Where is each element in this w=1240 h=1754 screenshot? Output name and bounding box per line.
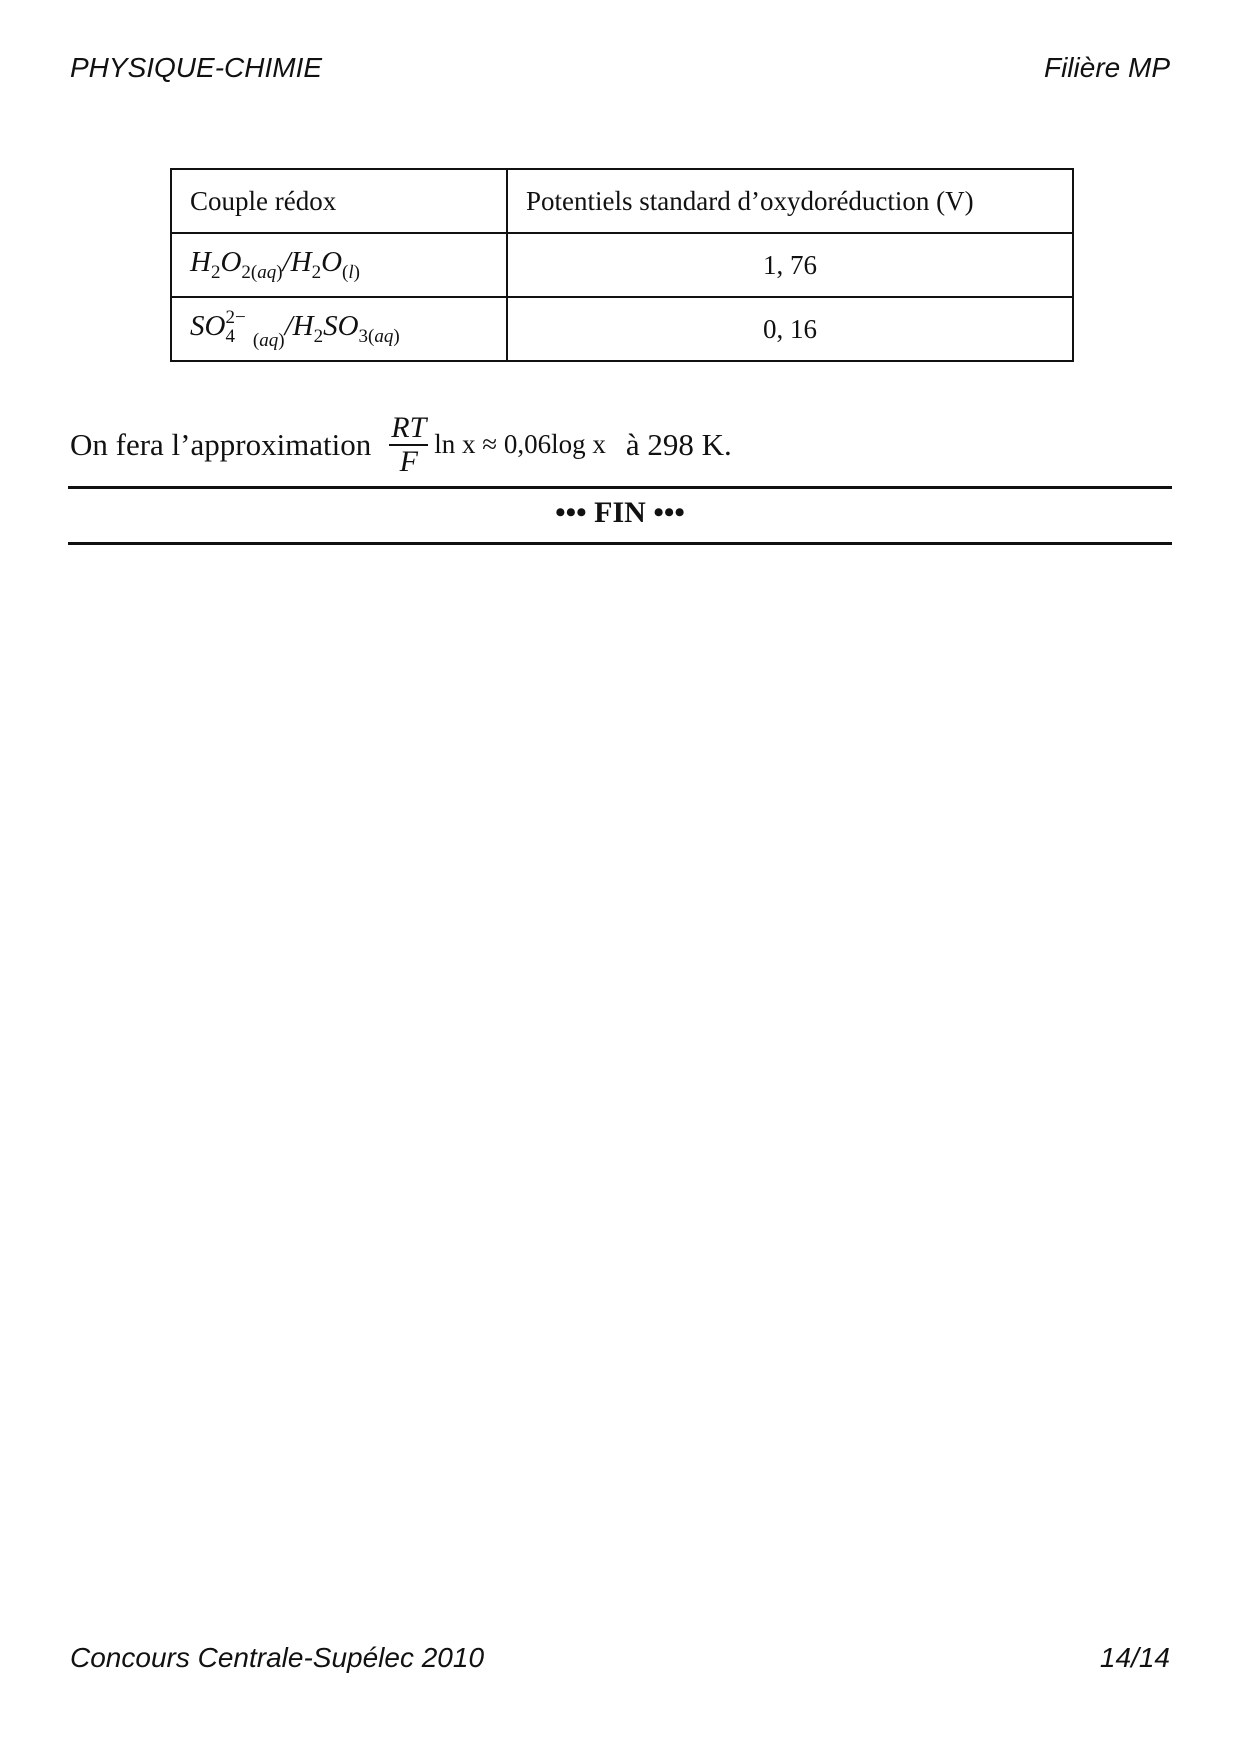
fraction-numerator: RT (391, 411, 427, 444)
redox-table (170, 168, 1074, 362)
header-potential-unit: (V) (936, 185, 974, 216)
table-header-row (171, 169, 1073, 233)
footer-page-number: 14/14 (1099, 1642, 1170, 1673)
header-potential (507, 169, 1073, 233)
table-row (171, 297, 1073, 361)
header-potential-label: Potentiels standard d’oxydoréduction (526, 185, 930, 216)
couple-formula: SO 2− 4 $_{(aq)}/H_2SO_{3(aq)}$ (190, 306, 400, 352)
couple-cell (171, 233, 507, 297)
approximation-intro: On fera l’approximation (70, 426, 372, 462)
table-row (171, 233, 1073, 297)
divider-bottom (68, 542, 1172, 545)
couple-formula: $H_2O_{2(aq)}/H_2O_{(l)}$ (190, 246, 360, 283)
potential-cell: 1, 76 (507, 233, 1073, 297)
rt-over-f-fraction (389, 412, 428, 477)
couple-cell (171, 297, 507, 361)
approximation-formula: ln x ≈ 0,06log x (434, 429, 606, 459)
approximation-temperature: à 298 K. (625, 426, 732, 462)
approximation-line (70, 412, 732, 477)
fraction-denominator: F (399, 444, 418, 478)
end-marker: ••• FIN ••• (555, 496, 685, 529)
potential-cell: 0, 16 (507, 297, 1073, 361)
header-couple: Couple rédox (171, 169, 507, 233)
header-track: Filière MP (1043, 52, 1170, 83)
divider-top (68, 486, 1172, 489)
footer-contest: Concours Centrale-Supélec 2010 (70, 1642, 485, 1673)
header-subject: PHYSIQUE-CHIMIE (70, 52, 323, 83)
